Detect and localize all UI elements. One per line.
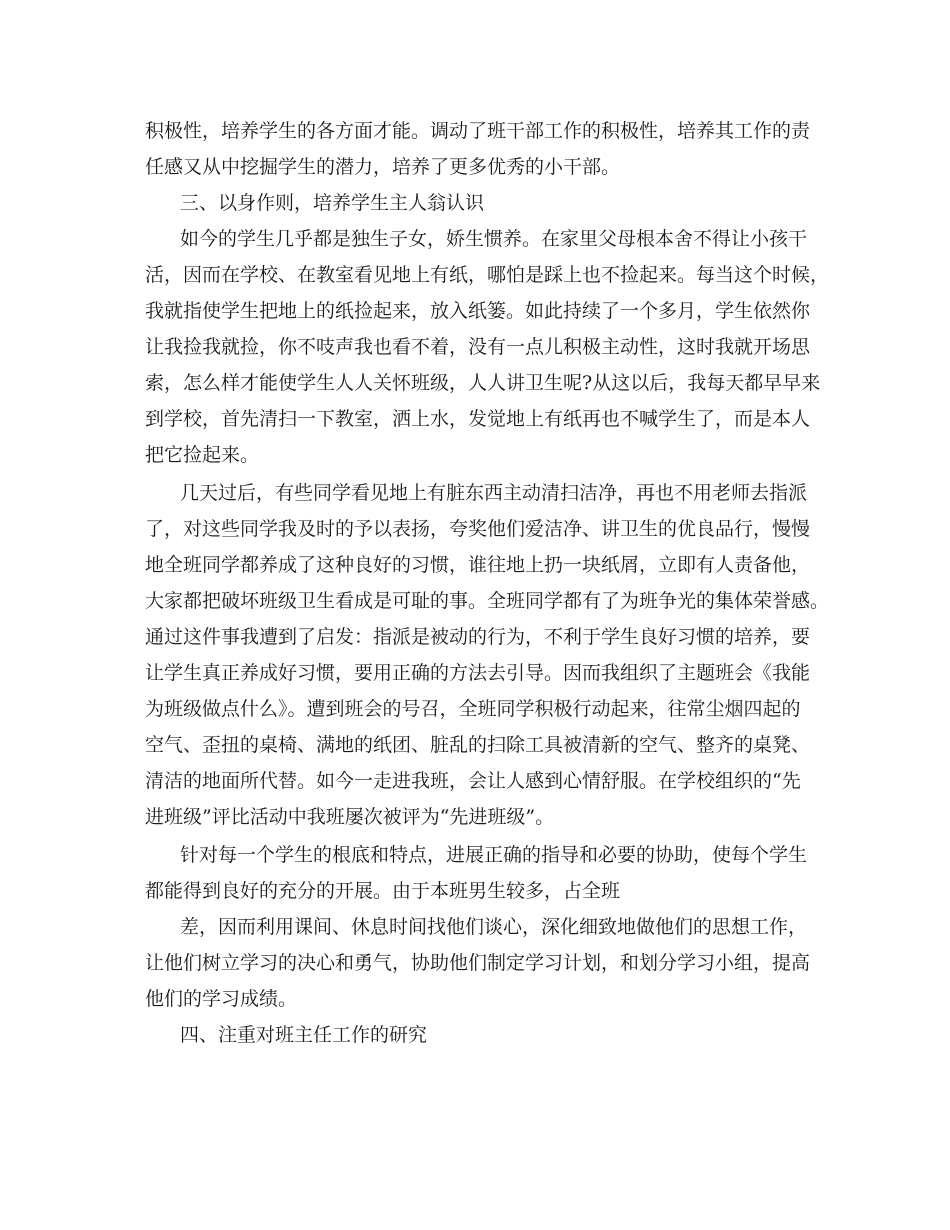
text-line: 为班级做点什么》。遭到班会的号召，全班同学积极行动起来，往常尘烟四起的 [145, 698, 801, 720]
text-line: 我就指使学生把地上的纸捡起来，放入纸篓。如此持续了一个多月，学生依然你 [145, 300, 811, 322]
text-line: 清洁的地面所代替。如今一走进我班，会让人感到心情舒服。在学校组织的“先 [145, 770, 801, 792]
text-line: 任感又从中挖掘学生的潜力，培养了更多优秀的小干部。 [145, 156, 621, 178]
text-line: 让学生真正养成好习惯，要用正确的方法去引导。因而我组织了主题班会《我能 [145, 662, 811, 684]
text-line: 让我捡我就捡，你不吱声我也看不着，没有一点儿积极主动性，这时我就开场思 [145, 336, 811, 358]
section-heading: 四、注重对班主任工作的研究 [180, 1024, 428, 1046]
text-line: 进班级”评比活动中我班屡次被评为“先进班级”。 [145, 806, 555, 828]
text-line: 针对每一个学生的根底和特点，进展正确的指导和必要的协助，使每个学生 [180, 844, 808, 866]
text-line: 索，怎么样才能使学生人人关怀班级，人人讲卫生呢?从这以后，我每天都早早来 [145, 372, 821, 394]
text-line: 积极性，培养学生的各方面才能。调动了班干部工作的积极性，培养其工作的责 [145, 120, 811, 142]
text-line: 到学校，首先清扫一下教室，洒上水，发觉地上有纸再也不喊学生了，而是本人 [145, 408, 811, 430]
text-line: 如今的学生几乎都是独生子女，娇生惯养。在家里父母根本舍不得让小孩干 [180, 228, 808, 250]
text-line: 让他们树立学习的决心和勇气，协助他们制定学习计划，和划分学习小组，提高 [145, 952, 811, 974]
text-line: 都能得到良好的充分的开展。由于本班男生较多，占全班 [145, 880, 621, 902]
text-line: 地全班同学都养成了这种良好的习惯，谁往地上扔一块纸屑，立即有人责备他， [145, 554, 811, 576]
text-line: 几天过后，有些同学看见地上有脏东西主动清扫洁净，再也不用老师去指派 [180, 482, 808, 504]
text-line: 活，因而在学校、在教室看见地上有纸，哪怕是踩上也不捡起来。每当这个时候， [145, 264, 830, 286]
text-line: 差，因而利用课间、休息时间找他们谈心，深化细致地做他们的思想工作， [180, 916, 808, 938]
text-line: 大家都把破坏班级卫生看成是可耻的事。全班同学都有了为班争光的集体荣誉感。 [145, 590, 830, 612]
text-line: 把它捡起来。 [145, 444, 260, 466]
text-line: 他们的学习成绩。 [145, 988, 298, 1010]
text-line: 通过这件事我遭到了启发：指派是被动的行为，不利于学生良好习惯的培养，要 [145, 626, 811, 648]
text-line: 空气、歪扭的桌椅、满地的纸团、脏乱的扫除工具被清新的空气、整齐的桌凳、 [145, 734, 811, 756]
text-line: 了，对这些同学我及时的予以表扬，夸奖他们爱洁净、讲卫生的优良品行，慢慢 [145, 518, 811, 540]
section-heading: 三、以身作则，培养学生主人翁认识 [180, 192, 485, 214]
